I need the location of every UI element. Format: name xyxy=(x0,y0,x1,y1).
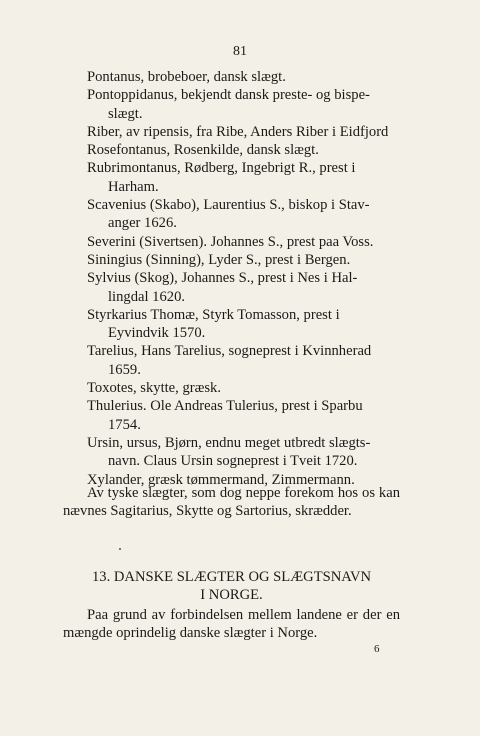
surname-entry xyxy=(87,141,400,159)
surname-entry-text: Severini (Sivertsen). Johannes S., prest paa Voss. xyxy=(87,233,374,250)
surname-entry xyxy=(87,123,400,141)
surname-entry xyxy=(87,269,400,306)
page-number: 81 xyxy=(233,44,247,59)
section-heading xyxy=(63,568,400,604)
surname-entry xyxy=(87,86,400,123)
surname-entry-continuation: 1754. xyxy=(108,416,141,433)
paragraph-german-families: Av tyske slægter, som dog neppe forekom hos os kan nævnes Sagitarius, Skytte og Sartorius, skrædder. xyxy=(63,485,400,520)
surname-entry xyxy=(87,397,400,434)
surname-entry xyxy=(87,434,400,471)
section-heading-line-1: 13. DANSKE SLÆGTER OG SLÆGTSNAVN xyxy=(91,569,372,585)
surname-entry-text: Siningius (Sinning), Lyder S., prest i Bergen. xyxy=(87,251,351,268)
surname-entry-text: Rosefontanus, Rosenkilde, dansk slægt. xyxy=(87,142,319,159)
surname-entry-text: Pontanus, brobeboer, dansk slægt. xyxy=(87,69,286,85)
print-speck xyxy=(119,548,121,550)
surname-entry-continuation: Eyvindvik 1570. xyxy=(108,325,206,342)
section-heading-line-2: I NORGE. xyxy=(200,587,263,603)
surname-entry-continuation: lingdal 1620. xyxy=(108,288,186,305)
surname-entry-text: Tarelius, Hans Tarelius, sogneprest i Kvinnherad xyxy=(87,343,372,360)
surname-entry xyxy=(87,233,400,251)
surname-entry-continuation: Harham. xyxy=(108,178,159,195)
surname-entry-text: Pontoppidanus, bekjendt dansk preste- og bispe- xyxy=(87,87,370,104)
surname-entry-continuation: 1659. xyxy=(108,361,141,378)
surname-entry-text: Scavenius (Skabo), Laurentius S., biskop i Stav- xyxy=(87,197,370,214)
surname-entry-text: Sylvius (Skog), Johannes S., prest i Nes i Hal- xyxy=(87,270,358,287)
surname-entry-continuation: navn. Claus Ursin sogneprest i Tveit 1720. xyxy=(108,453,358,470)
surname-entry xyxy=(87,306,400,343)
surname-entry xyxy=(87,196,400,233)
surname-entry xyxy=(87,251,400,269)
surname-entry-continuation: anger 1626. xyxy=(108,215,177,232)
surname-entry xyxy=(87,342,400,379)
surname-entry-text: Thulerius. Ole Andreas Tulerius, prest i Sparbu xyxy=(87,398,363,415)
surname-entry-text: Toxotes, skytte, græsk. xyxy=(87,380,221,397)
surname-entry-continuation: slægt. xyxy=(108,105,143,122)
surname-entry xyxy=(87,379,400,397)
signature-mark: 6 xyxy=(374,643,380,655)
surname-entry-text: Xylander, græsk tømmermand, Zimmermann. xyxy=(87,471,355,488)
surname-entry-text: Styrkarius Thomæ, Styrk Tomasson, prest i xyxy=(87,306,340,323)
surname-entry xyxy=(87,159,400,196)
surname-entry-text: Ursin, ursus, Bjørn, endnu meget utbredt slægts- xyxy=(87,434,371,451)
paragraph-danish-families: Paa grund av forbindelsen mellem landene er der en mængde oprindelig danske slægter i Norge. xyxy=(63,607,400,642)
surname-entry xyxy=(87,68,400,86)
surname-list xyxy=(87,68,400,489)
surname-entry-text: Riber, av ripensis, fra Ribe, Anders Riber i Eidfjord xyxy=(87,123,389,140)
surname-entry-text: Rubrimontanus, Rødberg, Ingebrigt R., prest i xyxy=(87,160,356,177)
